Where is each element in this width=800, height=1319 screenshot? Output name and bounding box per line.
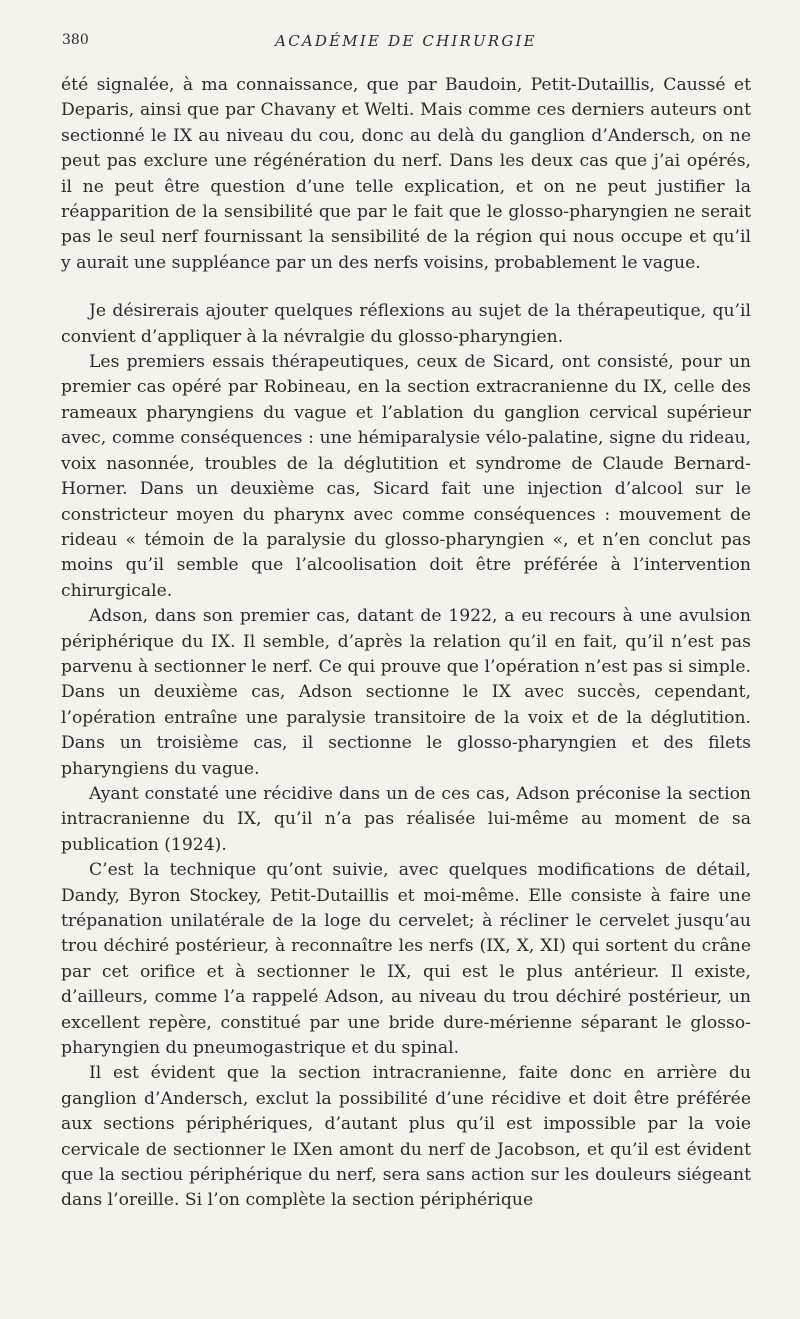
page-number: 380 [62,32,89,48]
paragraph-continuation: été signalée, à ma connaissance, que par Baudoin, Petit-Dutaillis, Caussé et Deparis, ainsi que par Chavany et Welti. Mais comme ces derniers auteurs ont sectionné le IX au niveau du cou, donc au delà du ganglion d’Andersch, on ne peut pas exclure une régénération du nerf. Dans les deux cas que j’ai opérés, il ne peut être question d’une telle explication, et on ne peut justifier la réapparition de la sensibilité que par le fait que le glosso-pharyngien ne serait pas le seul nerf fournissant la sensibilité de la région qui nous occupe et qu’il y aurait une suppléance par un des nerfs voisins, probablement le vague. [61,75,751,273]
body-text [61,73,751,1214]
paragraph-section-intracranienne: Il est évident que la section intracranienne, faite donc en arrière du ganglion d’Andersch, exclut la possibilité d’une récidive et doit être préférée aux sections périphériques, d’autant plus qu’il est impossible par la voie cervicale de sectionner le IXen amont du nerf de Jacobson, et qu’il est évident que la sectiou périphérique du nerf, sera sans action sur les douleurs siégeant dans l’oreille. Si l’on complète la section périphérique [61,1063,751,1211]
page-header [62,32,750,54]
running-title: ACADÉMIE DE CHIRURGIE [275,32,537,50]
paragraph-sicard: Les premiers essais thérapeutiques, ceux de Sicard, ont consisté, pour un premier cas opéré par Robineau, en la section extracranienne du IX, celle des rameaux pharyngiens du vague et l’ablation du ganglion cervical supérieur avec, comme conséquences : une hémiparalysie vélo-palatine, signe du rideau, voix nasonnée, troubles de la déglutition et syndrome de Claude Bernard-Horner. Dans un deuxième cas, Sicard fait une injection d’alcool sur le constricteur moyen du pharynx avec comme conséquences : mouvement de rideau « témoin de la paralysie du glosso-pharyngien «, et n’en conclut pas moins qu’il semble que l’alcoolisation doit être préférée à l’intervention chirurgicale. [61,352,751,601]
paragraph-therapeutique-intro: Je désirerais ajouter quelques réflexions au sujet de la thérapeutique, qu’il convient d’appliquer à la névralgie du glosso-pharyngien. [61,301,751,347]
paragraph-adson-cases: Adson, dans son premier cas, datant de 1922, a eu recours à une avulsion périphérique du IX. Il semble, d’après la relation qu’il en fait, qu’il n’est pas parvenu à sectionner le nerf. Ce qui prouve que l’opération n’est pas si simple. Dans un deuxième cas, Adson sectionne le IX avec succès, cependant, l’opération entraîne une paralysie transitoire de la voix et de la déglutition. Dans un troisième cas, il sectionne le glosso-pharyngien et des filets pharyngiens du vague. [61,606,751,779]
paragraph-adson-recidive: Ayant constaté une récidive dans un de ces cas, Adson préconise la section intracranienne du IX, qu’il n’a pas réalisée lui-même au moment de sa publication (1924). [61,783,751,855]
paragraph-technique: C’est la technique qu’ont suivie, avec quelques modifications de détail, Dandy, Byron Stockey, Petit-Dutaillis et moi-même. Elle consiste à faire une trépanation unilatérale de la loge du cervelet; à récliner le cervelet jusqu’au trou déchiré postérieur, à reconnaître les nerfs (IX, X, XI) qui sortent du crâne par cet orifice et à sectionner le IX, qui est le plus antérieur. Il existe, d’ailleurs, comme l’a rappelé Adson, au niveau du trou déchiré postérieur, un excellent repère, constitué par une bride dure-mérienne séparant le glosso-pharyngien du pneumogastrique et du spinal. [61,860,751,1059]
